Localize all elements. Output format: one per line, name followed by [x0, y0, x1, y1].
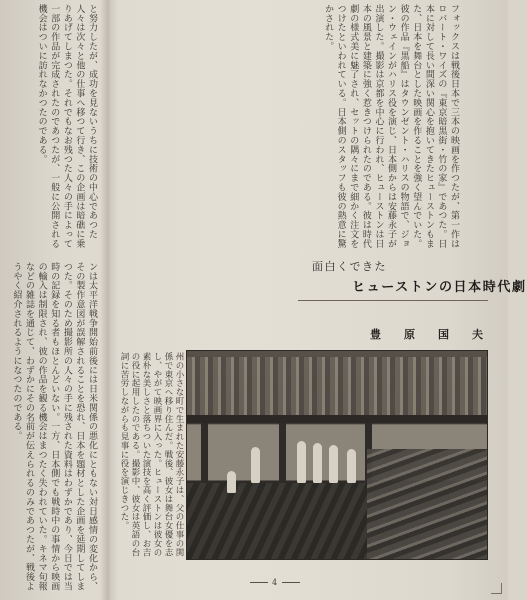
photo-pillar [201, 423, 208, 481]
folio-dash-left [250, 582, 268, 583]
article-body-top: フォックスは戦後日本で三本の映画を作つたが、第一作はロバート・ワイズの『東京暗黒街・竹の家』であつた。日本に対して長い間深い関心を抱いてきたヒューストンもまた、日本を舞台とした映画を作ることを強く望んでいた。彼の作品『黒船』はタウンゼント・ハリスの物語で、ジョン・ウェインがハリス役を演じ、日本側からは安藤永子が出演した。撮影は京都を中心に行われ、ヒューストンは日本の風景と建築に強く惹きつけられたのである。彼は時代劇の様式美に魅了され、セットの隅々にまで細かく注文をつけたといわれている。日本側のスタッフも彼の熱意に驚かされた。 [323, 4, 459, 249]
article-body-bottom: 州の小さな町で生まれた安藤永子は、父の仕事の関係で東京へ移り住んだ。戦後、彼女は舞台女優を志し、やがて映画界に入った。ヒューストンは彼女の素朴な美しさと落ちついた演技を高く評価し、お吉の役に起用したのである。撮影中、彼女は英語の台詞に苦労しながらも見事に役を演じきつた。 [119, 352, 184, 557]
photo-figure [227, 471, 236, 493]
left-page-text-bottom: ンは太平洋戦争開始前後には日米関係の悪化にともない対日感情の変化から、その製作意図が誤解されることを恐れ、日本を題材とした企画を延期してしまつた。そのため撮影所の人々の手に残された資料はわずかであり、今日では当時の記録を知る者もほとんどいない。一方、日本側でも戦時中の事情から映画の輸入は制限され、彼の作品を観る機会はまつたく失われていた。キネマ旬報などの雑誌を通じて、わずかにその名前が伝えられるのみであつたが、戦後ようやく紹介されるようになつたのである。 [11, 262, 97, 591]
photo-figure [313, 443, 322, 483]
photo-figure [297, 441, 306, 483]
folio-dash-right [282, 582, 300, 583]
photo-pillar [279, 423, 286, 481]
photo-figure [329, 445, 338, 483]
left-page-text-top: と努力したが、成功を見ないうちに技術の中心であつた人々は次々と他の仕事へ移つて行き、この企画は暗礁に乗りあげてしまつた。それでもなお残つた人々の手によって一部の作品が完成されたのであつたが、一般に公開される機会はついに訪れなかつたのである。 [36, 4, 97, 249]
page-number: 4 [272, 578, 278, 587]
photo-figure [251, 447, 260, 483]
page-gutter [100, 0, 118, 600]
photo-crowd [367, 449, 487, 559]
page-corner-mark [491, 583, 502, 594]
photo-floor [187, 483, 387, 559]
article-kicker: 面白くできた [312, 260, 387, 273]
photo-carved-frieze [187, 357, 487, 415]
article-byline: 豊 原 国 夫 [370, 328, 489, 341]
photo-lintel [187, 415, 487, 423]
article-title: ヒューストンの日本時代劇 [352, 280, 527, 295]
film-still-photo [186, 350, 488, 560]
title-divider [298, 300, 488, 301]
photo-figure [347, 449, 356, 483]
